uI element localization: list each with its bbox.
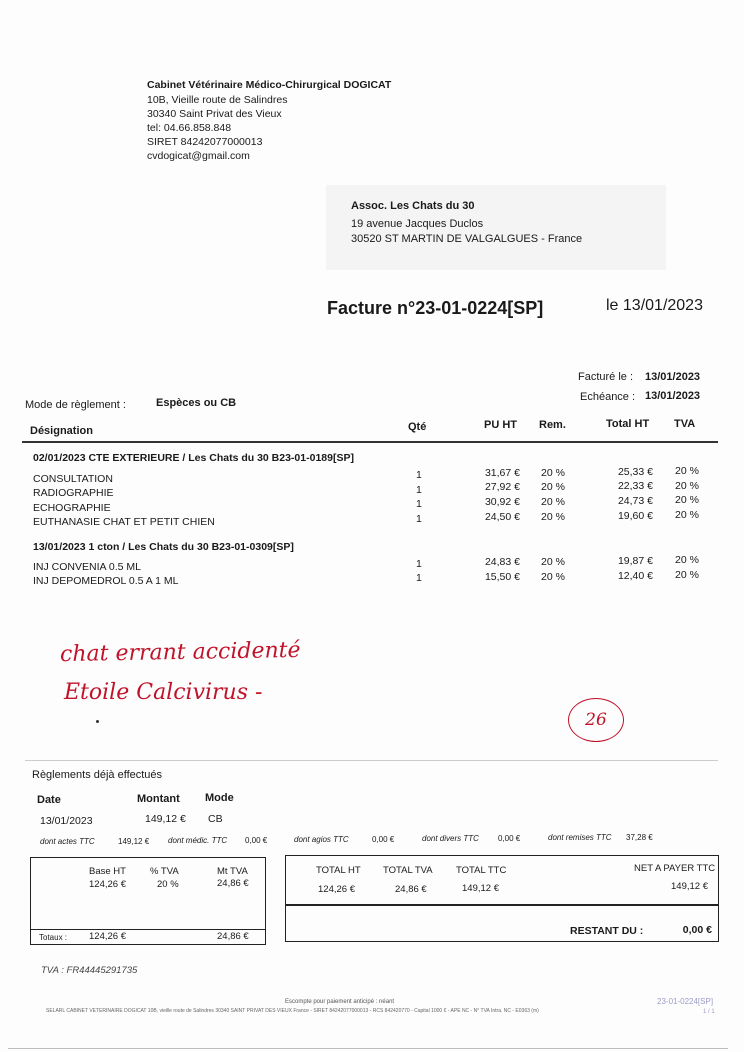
vat-header-amount: Mt TVA (217, 866, 248, 877)
row-vat: 20 % (675, 569, 699, 581)
row-total: 19,87 € (617, 555, 653, 567)
summary-remises-value: 37,28 € (626, 833, 653, 842)
row-designation: INJ DEPOMEDROL 0.5 A 1 ML (33, 575, 179, 587)
vat-amount-value: 24,86 € (217, 878, 249, 889)
footer-legal-mentions: SELARL CABINET VETERINAIRE DOGICAT 10B, vieille route de Salindres 30340 SAINT PRIVAT DES VIEUX France - SIRET 84242077000013 - RCS 842420770 - Capital 1000 € - APE NC - N° TVA Intra. NC - E0363 (m) (46, 1008, 539, 1014)
summary-agios-label: dont agios TTC (294, 835, 349, 844)
row-qty: 1 (416, 498, 422, 510)
row-qty: 1 (416, 513, 422, 525)
row-qty: 1 (416, 572, 422, 584)
sender-siret: SIRET 84242077000013 (147, 136, 263, 148)
recipient-address1: 19 avenue Jacques Duclos (351, 218, 484, 230)
payment-mode-label: Mode de règlement : (25, 399, 126, 411)
summary-divers-label: dont divers TTC (422, 834, 479, 843)
summary-acts-value: 149,12 € (118, 837, 150, 846)
row-discount: 20 % (541, 511, 565, 523)
row-total: 24,73 € (617, 495, 653, 507)
restant-du-value: 0,00 € (682, 924, 712, 936)
payment-date: 13/01/2023 (40, 815, 93, 827)
vat-header-rate: % TVA (150, 866, 179, 877)
recipient-name: Assoc. Les Chats du 30 (351, 200, 475, 212)
row-designation: RADIOGRAPHIE (33, 487, 114, 499)
page-edge-line (8, 1048, 728, 1049)
summary-acts-label: dont actes TTC (40, 837, 95, 846)
summary-divers-value: 0,00 € (498, 834, 521, 843)
row-discount: 20 % (541, 467, 565, 479)
row-unit-price: 24,50 € (484, 511, 520, 523)
billed-label: Facturé le : (578, 371, 634, 383)
vat-rate-value: 20 % (157, 879, 179, 890)
row-qty: 1 (416, 484, 422, 496)
vat-registration-number: TVA : FR44445291735 (41, 965, 138, 976)
col-header-designation: Désignation (30, 425, 93, 437)
recipient-address2: 30520 ST MARTIN DE VALGALGUES - France (351, 233, 583, 245)
due-date: 13/01/2023 (645, 390, 701, 402)
vat-summary-box (30, 857, 266, 945)
row-unit-price: 27,92 € (484, 481, 520, 493)
payment-mode-value: Espèces ou CB (156, 397, 237, 409)
vat-totals-label: Totaux : (39, 933, 68, 942)
row-total: 25,33 € (617, 466, 653, 478)
footer-invoice-ref: 23-01-0224[SP] (657, 997, 714, 1006)
payments-header-amount: Montant (137, 793, 180, 805)
vat-totals-amount: 24,86 € (217, 931, 249, 942)
row-designation: EUTHANASIE CHAT ET PETIT CHIEN (33, 516, 215, 528)
invoice-date: le 13/01/2023 (606, 297, 703, 314)
total-ttc-label: TOTAL TTC (456, 865, 507, 876)
row-designation: ECHOGRAPHIE (33, 502, 111, 514)
payment-mode: CB (208, 813, 223, 825)
net-to-pay-label: NET A PAYER TTC (634, 863, 716, 874)
section-divider (25, 760, 718, 761)
total-ht-value: 124,26 € (318, 884, 355, 895)
billed-date: 13/01/2023 (645, 371, 701, 383)
payments-header-date: Date (37, 794, 61, 806)
row-total: 19,60 € (617, 510, 653, 522)
row-discount: 20 % (541, 481, 565, 493)
row-qty: 1 (416, 558, 422, 570)
row-total: 22,33 € (617, 480, 653, 492)
vat-header-base: Base HT (89, 866, 126, 877)
due-label: Echéance : (580, 391, 636, 403)
sender-address1: 10B, Vieille route de Salindres (147, 94, 288, 106)
summary-medic-value: 0,00 € (245, 836, 268, 845)
totals-box (285, 855, 719, 942)
invoice-title: Facture n°23-01-0224[SP] (327, 298, 544, 318)
row-vat: 20 % (675, 554, 699, 566)
group-title: 02/01/2023 CTE EXTERIEURE / Les Chats du 30 B23-01-0189[SP] (33, 452, 354, 464)
vat-totals-base: 124,26 € (89, 931, 126, 942)
row-vat: 20 % (675, 465, 699, 477)
row-vat: 20 % (675, 509, 699, 521)
col-header-total: Total HT (606, 418, 650, 430)
row-unit-price: 31,67 € (484, 467, 520, 479)
handwritten-note-line2: Etoile Calcivirus - (64, 680, 263, 705)
col-header-qty: Qté (408, 421, 427, 433)
summary-remises-label: dont remises TTC (548, 833, 612, 842)
col-header-discount: Rem. (539, 419, 566, 431)
sender-name: Cabinet Vétérinaire Médico-Chirurgical DOGICAT (147, 79, 392, 91)
totals-divider (286, 904, 718, 906)
row-qty: 1 (416, 469, 422, 481)
row-designation: INJ CONVENIA 0.5 ML (33, 561, 141, 573)
row-designation: CONSULTATION (33, 473, 113, 485)
col-header-vat: TVA (674, 418, 696, 430)
sender-address2: 30340 Saint Privat des Vieux (147, 108, 282, 120)
recipient-block (326, 185, 666, 270)
total-ttc-value: 149,12 € (462, 883, 499, 894)
handwritten-circled-number: 26 (568, 698, 624, 742)
row-vat: 20 % (675, 480, 699, 492)
group-title: 13/01/2023 1 cton / Les Chats du 30 B23-01-0309[SP] (33, 541, 294, 553)
row-unit-price: 30,92 € (484, 496, 520, 508)
sender-tel: tel: 04.66.858.848 (147, 122, 232, 134)
total-ht-label: TOTAL HT (316, 865, 361, 876)
total-tva-value: 24,86 € (395, 884, 427, 895)
row-discount: 20 % (541, 496, 565, 508)
row-discount: 20 % (541, 556, 565, 568)
payments-title: Règlements déjà effectués (32, 769, 163, 781)
summary-agios-value: 0,00 € (372, 835, 395, 844)
row-unit-price: 15,50 € (484, 571, 520, 583)
net-to-pay-value: 149,12 € (671, 881, 708, 892)
vat-totals-divider (31, 929, 265, 930)
footer-page-number: 1 / 1 (703, 1009, 715, 1015)
handwritten-note-line1: chat errant accidenté (59, 637, 301, 668)
payment-amount: 149,12 € (145, 813, 186, 825)
col-header-unit-price: PU HT (484, 419, 517, 431)
total-tva-label: TOTAL TVA (383, 865, 433, 876)
sender-email: cvdogicat@gmail.com (147, 150, 250, 162)
summary-medic-label: dont médic. TTC (168, 836, 228, 845)
row-vat: 20 % (675, 494, 699, 506)
restant-du-label: RESTANT DU : (570, 925, 644, 937)
row-unit-price: 24,83 € (484, 556, 520, 568)
table-header-divider (22, 441, 718, 443)
vat-base-value: 124,26 € (89, 879, 126, 890)
row-total: 12,40 € (617, 570, 653, 582)
ink-dot (96, 720, 99, 723)
row-discount: 20 % (541, 571, 565, 583)
payments-header-mode: Mode (205, 792, 234, 804)
footer-escompte: Escompte pour paiement anticipé : néant (285, 999, 395, 1005)
